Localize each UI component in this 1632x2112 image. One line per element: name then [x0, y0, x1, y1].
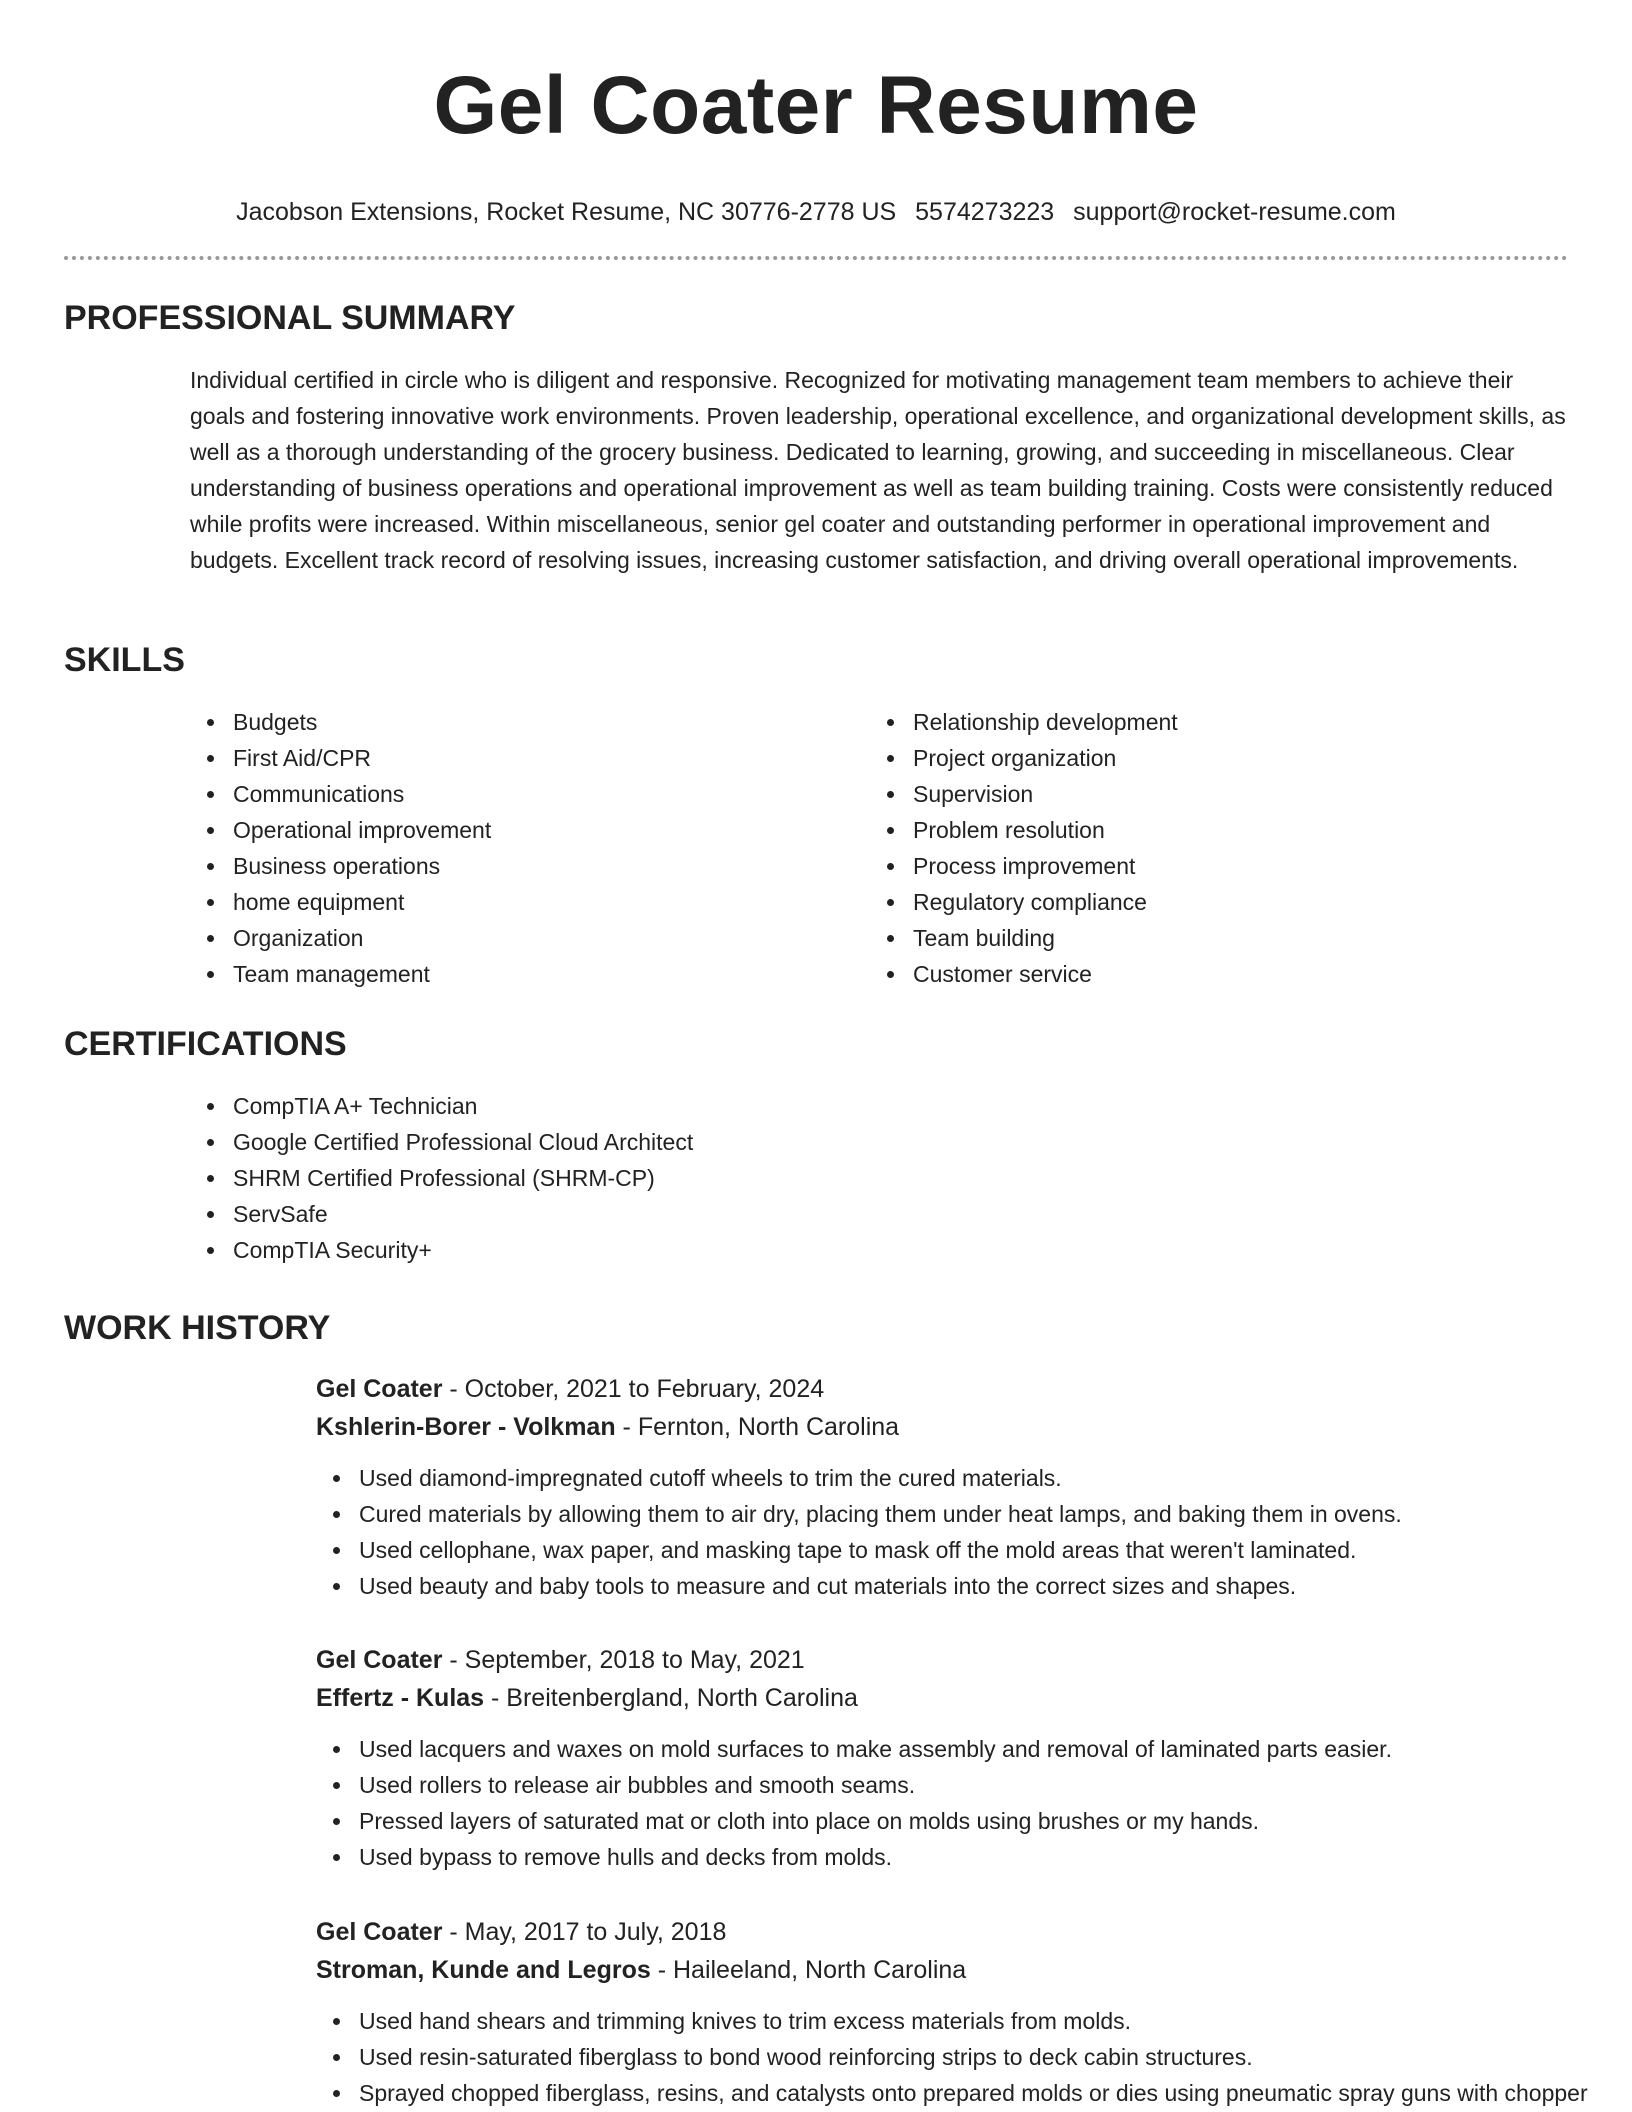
- job-bullet: Pressed layers of saturated mat or cloth into place on molds using brushes or my hands.: [316, 1803, 1632, 1839]
- job-company-line: [316, 1951, 1632, 1989]
- job-bullet: Used diamond-impregnated cutoff wheels to trim the cured materials.: [316, 1460, 1632, 1496]
- work-history-section: [64, 1306, 1568, 1350]
- skill-item: Regulatory compliance: [870, 884, 1550, 920]
- job-title-line: [316, 1913, 1632, 1951]
- skill-item: Team building: [870, 920, 1550, 956]
- skills-heading: SKILLS: [64, 641, 185, 679]
- skill-item: Relationship development: [870, 704, 1550, 740]
- resume-page: [64, 0, 1588, 2106]
- job-company: Effertz - Kulas: [316, 1684, 485, 1712]
- job-company-line: [316, 1408, 1632, 1446]
- skill-item: home equipment: [190, 884, 870, 920]
- job-company: Kshlerin-Borer - Volkman: [316, 1413, 616, 1441]
- skill-item: Business operations: [190, 848, 870, 884]
- job-bullet-list: [316, 2003, 1632, 2111]
- job-role: Gel Coater: [316, 1646, 443, 1674]
- skills-columns: [190, 704, 1568, 992]
- contact-info: [64, 196, 1568, 228]
- job-dates: - September, 2018 to May, 2021: [442, 1646, 805, 1674]
- skill-item: Project organization: [870, 740, 1550, 776]
- job-dates: - October, 2021 to February, 2024: [442, 1375, 825, 1403]
- job-bullet: Cured materials by allowing them to air dry, placing them under heat lamps, and baking them in ovens.: [316, 1496, 1632, 1532]
- certification-item: SHRM Certified Professional (SHRM-CP): [190, 1160, 1568, 1196]
- certifications-section: [64, 1022, 1568, 1268]
- skill-item: Budgets: [190, 704, 870, 740]
- certification-item: CompTIA A+ Technician: [190, 1088, 1568, 1124]
- job-bullet: Used cellophane, wax paper, and masking tape to mask off the mold areas that weren't laminated.: [316, 1532, 1632, 1568]
- skill-item: Problem resolution: [870, 812, 1550, 848]
- job-bullet: Used beauty and baby tools to measure and cut materials into the correct sizes and shapes.: [316, 1568, 1632, 1604]
- job-title-line: [316, 1641, 1632, 1679]
- job-bullet: Used rollers to release air bubbles and smooth seams.: [316, 1767, 1632, 1803]
- skill-item: Process improvement: [870, 848, 1550, 884]
- job-entry: [316, 1370, 1632, 1604]
- summary-text: Individual certified in circle who is diligent and responsive. Recognized for motivating management team members to achieve their goals and fostering innovative work environments. Proven leadership, operational excellence, and organizational development skills, as well as a thorough understanding of the grocery business. Dedicated to learning, growing, and succeeding in miscellaneous. Clear understanding of business operations and operational improvement as well as team building training. Costs were consistently reduced while profits were increased. Within miscellaneous, senior gel coater and outstanding performer in operational improvement and budgets. Excellent track record of resolving issues, increasing customer satisfaction, and driving overall operational improvements.: [190, 367, 1566, 573]
- job-title-line: [316, 1370, 1632, 1408]
- summary-heading: PROFESSIONAL SUMMARY: [64, 299, 516, 337]
- skills-section: [64, 638, 1568, 992]
- job-entry: [316, 1913, 1632, 2111]
- skill-item: Customer service: [870, 956, 1550, 992]
- job-location: - Haileeland, North Carolina: [650, 1956, 967, 1984]
- skill-item: Communications: [190, 776, 870, 812]
- skill-item: Operational improvement: [190, 812, 870, 848]
- work-history-heading: WORK HISTORY: [64, 1309, 331, 1347]
- job-bullet-list: [316, 1460, 1632, 1604]
- job-company-line: [316, 1679, 1632, 1717]
- skill-item: Team management: [190, 956, 870, 992]
- skills-list-left: [190, 704, 870, 992]
- job-bullet: Sprayed chopped fiberglass, resins, and catalysts onto prepared molds or dies using pneumatic spray guns with chopper: [316, 2075, 1632, 2111]
- resume-title: Gel Coater Resume: [433, 60, 1199, 151]
- contact-address: Jacobson Extensions, Rocket Resume, NC 30776-2778 US: [236, 198, 897, 226]
- summary-section: [64, 296, 1568, 578]
- job-company: Stroman, Kunde and Legros: [316, 1956, 651, 1984]
- certifications-list: [190, 1088, 1568, 1268]
- job-bullet-list: [316, 1731, 1632, 1875]
- job-location: - Fernton, North Carolina: [615, 1413, 900, 1441]
- job-role: Gel Coater: [316, 1918, 443, 1946]
- contact-phone[interactable]: 5574273223: [915, 198, 1055, 226]
- job-dates: - May, 2017 to July, 2018: [442, 1918, 727, 1946]
- certification-item: Google Certified Professional Cloud Architect: [190, 1124, 1568, 1160]
- job-location: - Breitenbergland, North Carolina: [484, 1684, 858, 1712]
- contact-email[interactable]: support@rocket-resume.com: [1073, 198, 1396, 226]
- job-bullet: Used lacquers and waxes on mold surfaces to make assembly and removal of laminated parts easier.: [316, 1731, 1632, 1767]
- job-entry: [316, 1641, 1632, 1875]
- header-divider: [64, 256, 1568, 260]
- skills-list-right: [870, 704, 1550, 992]
- skill-item: First Aid/CPR: [190, 740, 870, 776]
- certification-item: CompTIA Security+: [190, 1232, 1568, 1268]
- skill-item: Organization: [190, 920, 870, 956]
- job-bullet: Used resin-saturated fiberglass to bond wood reinforcing strips to deck cabin structures.: [316, 2039, 1632, 2075]
- certifications-heading: CERTIFICATIONS: [64, 1025, 347, 1063]
- job-bullet: Used bypass to remove hulls and decks from molds.: [316, 1839, 1632, 1875]
- skill-item: Supervision: [870, 776, 1550, 812]
- job-role: Gel Coater: [316, 1375, 443, 1403]
- job-bullet: Used hand shears and trimming knives to trim excess materials from molds.: [316, 2003, 1632, 2039]
- certification-item: ServSafe: [190, 1196, 1568, 1232]
